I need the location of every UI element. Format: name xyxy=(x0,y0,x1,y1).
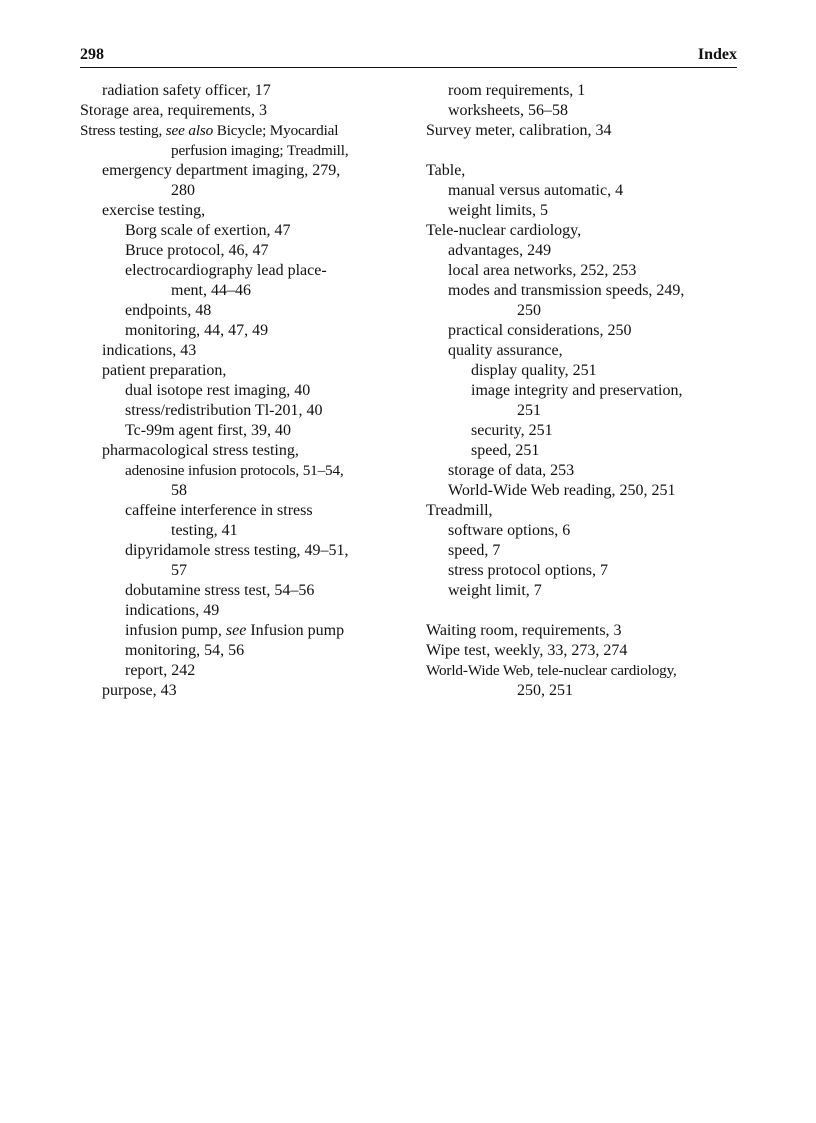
index-subentry: advantages, 249 xyxy=(448,242,552,259)
index-subentry: image integrity and preservation, xyxy=(471,382,683,399)
index-entry: World-Wide Web, tele-nuclear cardiology, xyxy=(426,662,677,679)
index-subentry: 58 xyxy=(171,482,187,499)
index-subentry: radiation safety officer, 17 xyxy=(102,82,271,99)
index-subentry: ment, 44–46 xyxy=(171,282,251,299)
index-subentry: speed, 251 xyxy=(471,442,540,459)
index-subentry: worksheets, 56–58 xyxy=(448,102,568,119)
index-subentry: modes and transmission speeds, 249, xyxy=(448,282,685,299)
index-subentry xyxy=(80,621,400,641)
index-subentry: speed, 7 xyxy=(448,542,501,559)
index-subentry: emergency department imaging, 279, xyxy=(102,162,341,179)
index-column-left xyxy=(80,81,400,701)
index-spacer xyxy=(426,141,741,161)
running-head: Index xyxy=(697,46,737,63)
cross-reference-label: see xyxy=(225,622,247,639)
index-subentry: manual versus automatic, 4 xyxy=(448,182,624,199)
index-subentry: quality assurance, xyxy=(448,342,563,359)
index-subentry: 250 xyxy=(517,302,541,319)
index-subentry: caffeine interference in stress xyxy=(125,502,313,519)
index-subentry: pharmacological stress testing, xyxy=(102,442,299,459)
index-subentry: monitoring, 44, 47, 49 xyxy=(125,322,269,339)
index-subentry: purpose, 43 xyxy=(102,682,177,699)
index-subentry: stress protocol options, 7 xyxy=(448,562,608,579)
index-subentry: display quality, 251 xyxy=(471,362,597,379)
index-subentry: monitoring, 54, 56 xyxy=(125,642,245,659)
index-column-right xyxy=(426,81,741,701)
index-subentry: dobutamine stress test, 54–56 xyxy=(125,582,315,599)
index-subentry: software options, 6 xyxy=(448,522,571,539)
index-subentry: stress/redistribution Tl-201, 40 xyxy=(125,402,323,419)
index-subentry: indications, 43 xyxy=(102,342,197,359)
index-subentry: electrocardiography lead place- xyxy=(125,262,327,279)
index-subentry: Tc-99m agent first, 39, 40 xyxy=(125,422,291,439)
index-subentry: 57 xyxy=(171,562,187,579)
index-subentry: 250, 251 xyxy=(517,682,573,699)
index-subentry: weight limits, 5 xyxy=(448,202,548,219)
index-subentry: dual isotope rest imaging, 40 xyxy=(125,382,311,399)
index-subentry: report, 242 xyxy=(125,662,196,679)
cross-reference-label: see also xyxy=(165,122,214,139)
index-text: Stress testing, xyxy=(80,122,166,139)
page-number: 298 xyxy=(80,46,104,63)
index-entry xyxy=(80,121,400,141)
index-text: Bicycle; Myocardial xyxy=(213,122,339,139)
index-text: Infusion pump xyxy=(246,622,345,639)
index-subentry: dipyridamole stress testing, 49–51, xyxy=(125,542,349,559)
index-subentry: 280 xyxy=(171,182,195,199)
index-subentry: exercise testing, xyxy=(102,202,206,219)
index-subentry: security, 251 xyxy=(471,422,553,439)
index-subentry: local area networks, 252, 253 xyxy=(448,262,637,279)
index-spacer xyxy=(426,601,741,621)
index-entry: Table, xyxy=(426,162,466,179)
index-subentry: adenosine infusion protocols, 51–54, xyxy=(125,462,344,479)
index-subentry: storage of data, 253 xyxy=(448,462,575,479)
index-entry: Storage area, requirements, 3 xyxy=(80,102,268,119)
index-subentry: endpoints, 48 xyxy=(125,302,212,319)
index-subentry: perfusion imaging; Treadmill, xyxy=(171,142,349,159)
index-entry: Treadmill, xyxy=(426,502,493,519)
index-subentry: Borg scale of exertion, 47 xyxy=(125,222,291,239)
index-subentry: 251 xyxy=(517,402,541,419)
index-entry: Survey meter, calibration, 34 xyxy=(426,122,612,139)
index-subentry: World-Wide Web reading, 250, 251 xyxy=(448,482,676,499)
index-subentry: Bruce protocol, 46, 47 xyxy=(125,242,269,259)
index-subentry: indications, 49 xyxy=(125,602,220,619)
index-entry: Wipe test, weekly, 33, 273, 274 xyxy=(426,642,628,659)
page-header xyxy=(80,45,737,68)
index-subentry: weight limit, 7 xyxy=(448,582,542,599)
index-subentry: practical considerations, 250 xyxy=(448,322,632,339)
index-subentry: room requirements, 1 xyxy=(448,82,586,99)
index-text: infusion pump, xyxy=(125,622,226,639)
index-entry: Waiting room, requirements, 3 xyxy=(426,622,622,639)
index-subentry: testing, 41 xyxy=(171,522,238,539)
index-subentry: patient preparation, xyxy=(102,362,227,379)
index-entry: Tele-nuclear cardiology, xyxy=(426,222,582,239)
